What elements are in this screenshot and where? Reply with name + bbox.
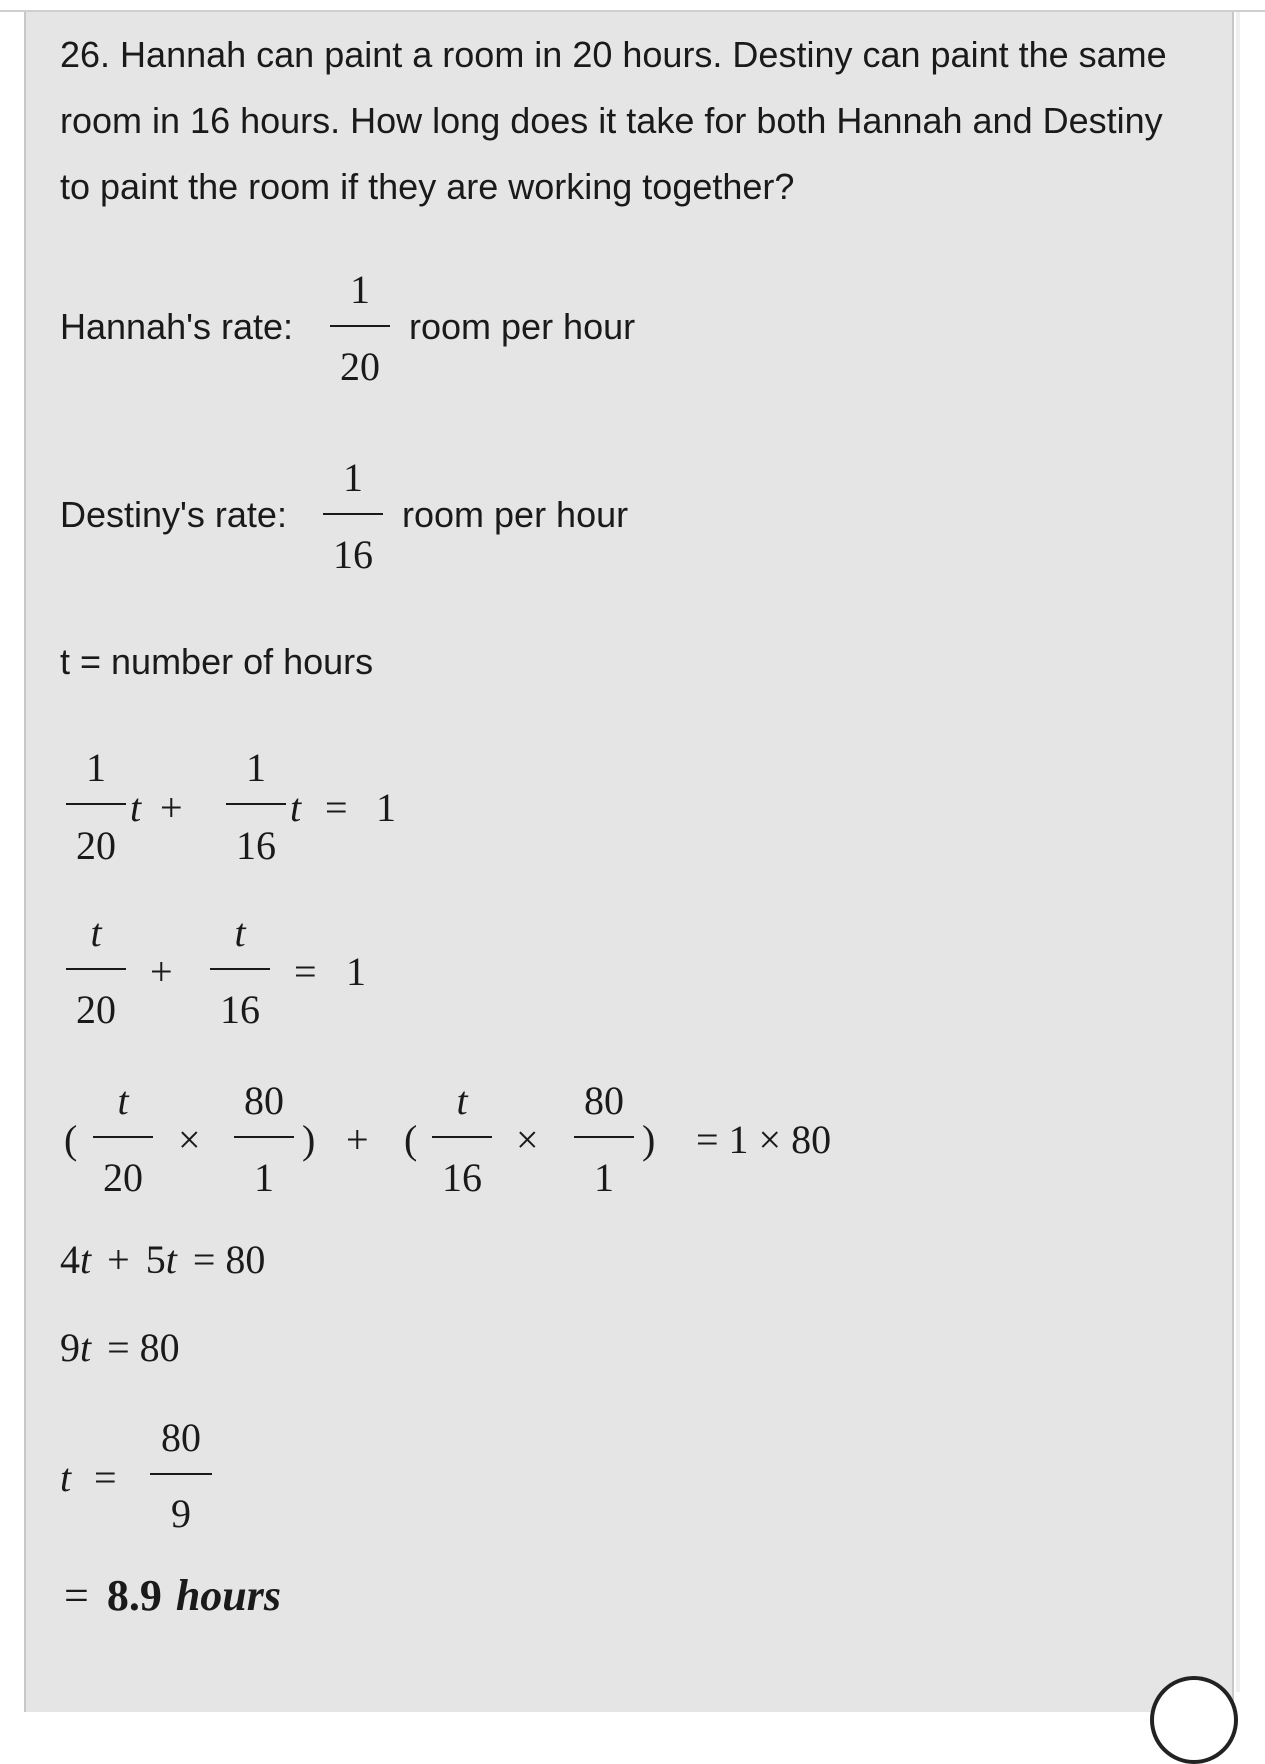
eq4-plus: + xyxy=(107,1237,130,1282)
destiny-rate-bar xyxy=(323,513,383,515)
destiny-rate-unit: room per hour xyxy=(402,494,629,535)
answer-unit: hours xyxy=(175,1571,282,1620)
eq2-rhs: 1 xyxy=(346,949,366,994)
hannah-rate-label: Hannah's rate: xyxy=(60,306,294,347)
eq3-close-paren-1: ) xyxy=(302,1117,316,1162)
floating-action-button[interactable] xyxy=(1150,1676,1238,1764)
eq3-numerator-4: 80 xyxy=(584,1078,624,1123)
eq3-bar-3 xyxy=(432,1136,492,1138)
eq3-denominator-4: 1 xyxy=(594,1155,614,1200)
eq4-var-2: t xyxy=(165,1237,177,1282)
eq1-denominator-1: 20 xyxy=(76,823,116,868)
eq2-denominator-1: 20 xyxy=(76,987,116,1032)
destiny-rate-denominator: 16 xyxy=(333,532,373,577)
eq1-equals: = xyxy=(325,785,348,830)
eq3-numerator-1: t xyxy=(117,1078,129,1123)
eq3-open-paren-1: ( xyxy=(64,1117,78,1162)
eq3-open-paren-2: ( xyxy=(404,1117,418,1162)
eq5-var: t xyxy=(80,1325,92,1370)
eq3-times-1: × xyxy=(178,1117,201,1162)
eq3-denominator-2: 1 xyxy=(254,1155,274,1200)
eq1-bar-1 xyxy=(66,803,126,805)
eq4-coef-a: 4 xyxy=(60,1237,80,1282)
eq4-rhs: = 80 xyxy=(192,1237,266,1282)
hannah-rate-unit: room per hour xyxy=(409,306,636,347)
eq1-bar-2 xyxy=(226,803,286,805)
hannah-rate-numerator: 1 xyxy=(350,267,370,312)
eq4-line xyxy=(60,1236,265,1283)
eq3-times-2: × xyxy=(516,1117,539,1162)
eq2-numerator-2: t xyxy=(234,910,246,955)
eq3-denominator-1: 20 xyxy=(103,1155,143,1200)
eq5-line xyxy=(60,1324,180,1371)
eq6-bar xyxy=(150,1473,212,1475)
eq2-bar-2 xyxy=(210,968,270,970)
eq4-var-1: t xyxy=(80,1237,92,1282)
eq5-coef: 9 xyxy=(60,1325,80,1370)
eq3-numerator-2: 80 xyxy=(244,1078,284,1123)
eq3-bar-1 xyxy=(93,1136,153,1138)
destiny-rate-numerator: 1 xyxy=(343,455,363,500)
eq1-numerator-1: 1 xyxy=(86,745,106,790)
hannah-rate-bar xyxy=(330,325,390,327)
eq3-bar-2 xyxy=(234,1136,294,1138)
eq3-numerator-3: t xyxy=(456,1078,468,1123)
eq6-numerator: 80 xyxy=(161,1415,201,1460)
eq1-plus: + xyxy=(160,785,183,830)
eq1-variable-2: t xyxy=(290,785,302,830)
eq3-plus: + xyxy=(346,1117,369,1162)
eq2-numerator-1: t xyxy=(90,910,102,955)
variable-definition: t = number of hours xyxy=(60,641,374,682)
problem-statement: 26. Hannah can paint a room in 20 hours. Destiny can paint the same room in 16 hours. How long does it take for both Hannah and Destiny to paint the room if they are working together? xyxy=(60,34,1167,207)
eq1-denominator-2: 16 xyxy=(236,823,276,868)
eq1-variable-1: t xyxy=(130,785,142,830)
eq5-rhs: = 80 xyxy=(107,1325,180,1370)
eq2-bar-1 xyxy=(66,968,126,970)
final-answer xyxy=(64,1570,281,1621)
eq6-denominator: 9 xyxy=(171,1491,191,1536)
eq1-numerator-2: 1 xyxy=(246,745,266,790)
eq4-coef-b: 5 xyxy=(145,1237,166,1282)
answer-value: 8.9 xyxy=(106,1571,162,1620)
eq6-equals: = xyxy=(94,1455,117,1500)
answer-equals: = xyxy=(64,1571,89,1620)
card-edge xyxy=(1236,12,1240,1692)
eq2-equals: = xyxy=(294,949,317,994)
eq2-denominator-2: 16 xyxy=(220,987,260,1032)
eq6-var: t xyxy=(60,1455,72,1500)
eq3-rhs: = 1 × 80 xyxy=(696,1117,832,1162)
eq3-denominator-3: 16 xyxy=(442,1155,482,1200)
destiny-rate-label: Destiny's rate: xyxy=(60,494,287,535)
eq1-rhs: 1 xyxy=(376,785,396,830)
eq3-bar-4 xyxy=(574,1136,634,1138)
eq2-plus: + xyxy=(150,949,173,994)
hannah-rate-denominator: 20 xyxy=(340,344,380,389)
eq3-close-paren-2: ) xyxy=(642,1117,656,1162)
